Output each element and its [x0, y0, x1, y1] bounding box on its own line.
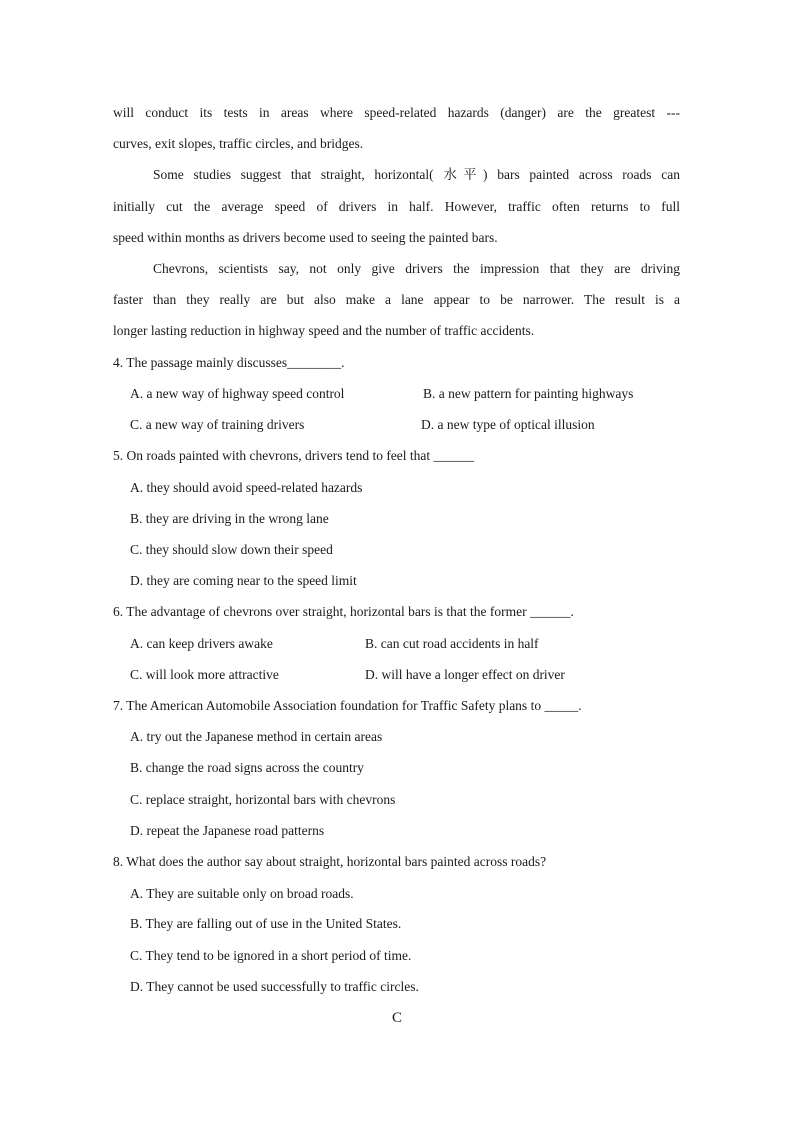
- option-4c: C. a new way of training drivers: [130, 417, 305, 432]
- passage-line: initially cut the average speed of drivers in half. However, traffic often returns to full: [113, 199, 680, 214]
- passage-line: longer lasting reduction in highway speed and the number of traffic accidents.: [113, 323, 535, 338]
- option-5b: B. they are driving in the wrong lane: [130, 511, 329, 526]
- section-marker: C: [391, 1010, 402, 1026]
- option-8c: C. They tend to be ignored in a short period of time.: [130, 948, 412, 963]
- question-stem-5: 5. On roads painted with chevrons, drivers tend to feel that ______: [113, 448, 475, 463]
- option-8d: D. They cannot be used successfully to traffic circles.: [130, 979, 419, 994]
- passage-line: faster than they really are but also make a lane appear to be narrower. The result is a: [113, 292, 680, 307]
- passage-line: will conduct its tests in areas where speed-related hazards (danger) are the greatest ---: [113, 105, 680, 120]
- question-stem-7: 7. The American Automobile Association foundation for Traffic Safety plans to _____.: [113, 698, 582, 713]
- option-7a: A. try out the Japanese method in certain areas: [130, 729, 383, 744]
- option-5c: C. they should slow down their speed: [130, 542, 333, 557]
- passage-line: curves, exit slopes, traffic circles, and bridges.: [113, 136, 364, 151]
- option-8b: B. They are falling out of use in the United States.: [130, 916, 402, 931]
- option-4a: A. a new way of highway speed control: [130, 386, 345, 401]
- option-6c: C. will look more attractive: [130, 667, 279, 682]
- question-stem-8: 8. What does the author say about straight, horizontal bars painted across roads?: [113, 854, 547, 869]
- option-5d: D. they are coming near to the speed limit: [130, 573, 357, 588]
- option-5a: A. they should avoid speed-related hazards: [130, 480, 363, 495]
- option-7c: C. replace straight, horizontal bars with chevrons: [130, 792, 396, 807]
- passage-line: speed within months as drivers become used to seeing the painted bars.: [113, 230, 498, 245]
- option-6a: A. can keep drivers awake: [130, 636, 273, 651]
- question-stem-6: 6. The advantage of chevrons over straight, horizontal bars is that the former ______.: [113, 604, 574, 619]
- option-6d: D. will have a longer effect on driver: [365, 667, 565, 682]
- option-4b: B. a new pattern for painting highways: [423, 386, 634, 401]
- question-stem-4: 4. The passage mainly discusses________.: [113, 355, 345, 370]
- option-7b: B. change the road signs across the country: [130, 760, 364, 775]
- passage-line: Some studies suggest that straight, horizontal( 水平) bars painted across roads can: [153, 167, 680, 182]
- option-4d: D. a new type of optical illusion: [421, 417, 595, 432]
- option-7d: D. repeat the Japanese road patterns: [130, 823, 325, 838]
- option-8a: A. They are suitable only on broad roads.: [130, 886, 354, 901]
- passage-line: Chevrons, scientists say, not only give drivers the impression that they are driving: [153, 261, 680, 276]
- option-6b: B. can cut road accidents in half: [365, 636, 539, 651]
